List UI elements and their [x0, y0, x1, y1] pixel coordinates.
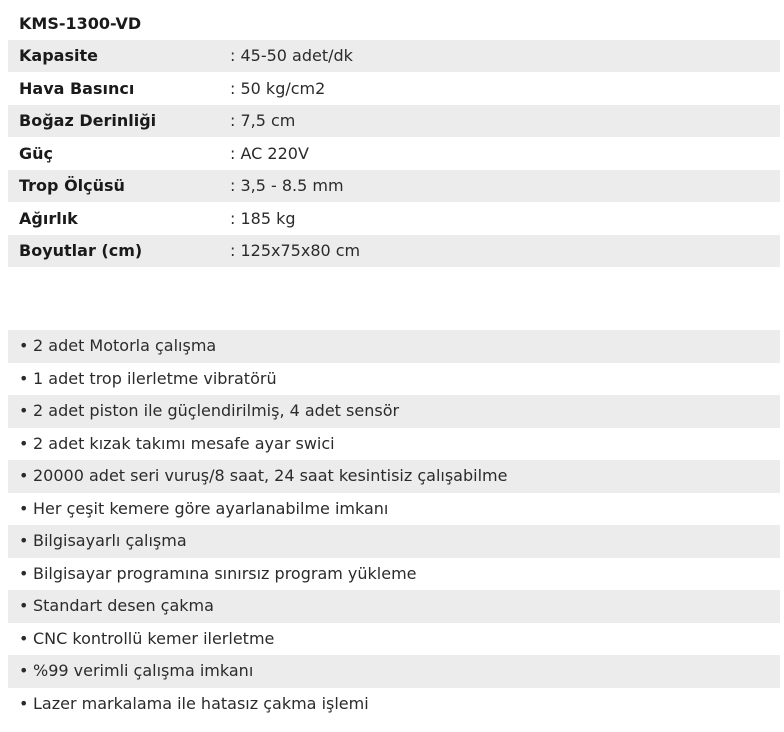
- list-item: [8, 623, 780, 656]
- feature-text: Bilgisayar programına sınırsız program yükleme: [33, 563, 417, 583]
- list-item: [8, 460, 780, 493]
- list-item: [8, 655, 780, 688]
- spec-table: [8, 7, 780, 267]
- spec-label: Güç: [19, 143, 54, 163]
- spec-label: Kapasite: [19, 46, 98, 66]
- spec-value: : 185 kg: [230, 208, 296, 228]
- spec-row-throat-depth: [8, 105, 780, 138]
- list-item: [8, 493, 780, 526]
- feature-text: CNC kontrollü kemer ilerletme: [33, 628, 275, 648]
- spec-value: : 50 kg/cm2: [230, 78, 326, 98]
- feature-text: Her çeşit kemere göre ayarlanabilme imkanı: [33, 498, 389, 518]
- feature-text: Standart desen çakma: [33, 596, 214, 615]
- spec-label: Boğaz Derinliği: [19, 111, 157, 131]
- spec-label: Trop Ölçüsü: [19, 176, 125, 196]
- bullet-icon: •: [19, 498, 29, 518]
- list-item: [8, 395, 780, 428]
- spec-row-dimensions: [8, 235, 780, 268]
- spec-value: : 45-50 adet/dk: [230, 46, 353, 66]
- bullet-icon: •: [19, 531, 29, 550]
- feature-text: 1 adet trop ilerletme vibratörü: [33, 368, 277, 388]
- list-item: [8, 590, 780, 623]
- feature-text: 2 adet piston ile güçlendirilmiş, 4 adet sensör: [33, 401, 400, 420]
- spec-row-weight: [8, 202, 780, 235]
- bullet-icon: •: [19, 433, 29, 453]
- list-item: [8, 363, 780, 396]
- bullet-icon: •: [19, 401, 29, 420]
- bullet-icon: •: [19, 563, 29, 583]
- model-title: KMS-1300-VD: [19, 13, 142, 33]
- bullet-icon: •: [19, 368, 29, 388]
- spec-value: : AC 220V: [230, 143, 309, 163]
- model-row: [8, 7, 780, 40]
- spec-label: Hava Basıncı: [19, 78, 135, 98]
- spec-row-capacity: [8, 40, 780, 73]
- bullet-icon: •: [19, 466, 29, 485]
- feature-list: [8, 330, 780, 720]
- bullet-icon: •: [19, 693, 29, 713]
- spec-row-trop-size: [8, 170, 780, 203]
- list-item: [8, 558, 780, 591]
- feature-text: Bilgisayarlı çalışma: [33, 531, 187, 550]
- feature-text: 20000 adet seri vuruş/8 saat, 24 saat kesintisiz çalışabilme: [33, 466, 508, 485]
- feature-text: 2 adet kızak takımı mesafe ayar swici: [33, 433, 335, 453]
- spec-value: : 3,5 - 8.5 mm: [230, 176, 344, 196]
- list-item: [8, 428, 780, 461]
- feature-text: 2 adet Motorla çalışma: [33, 336, 217, 355]
- list-item: [8, 688, 780, 721]
- feature-text: %99 verimli çalışma imkanı: [33, 661, 254, 680]
- bullet-icon: •: [19, 628, 29, 648]
- feature-text: Lazer markalama ile hatasız çakma işlemi: [33, 693, 369, 713]
- list-item: [8, 525, 780, 558]
- bullet-icon: •: [19, 596, 29, 615]
- spec-row-air-pressure: [8, 72, 780, 105]
- spec-row-power: [8, 137, 780, 170]
- list-item: [8, 330, 780, 363]
- spec-value: : 7,5 cm: [230, 111, 296, 131]
- spec-label: Boyutlar (cm): [19, 241, 143, 261]
- spec-value: : 125x75x80 cm: [230, 241, 361, 261]
- spec-label: Ağırlık: [19, 208, 78, 228]
- bullet-icon: •: [19, 661, 29, 680]
- bullet-icon: •: [19, 336, 29, 355]
